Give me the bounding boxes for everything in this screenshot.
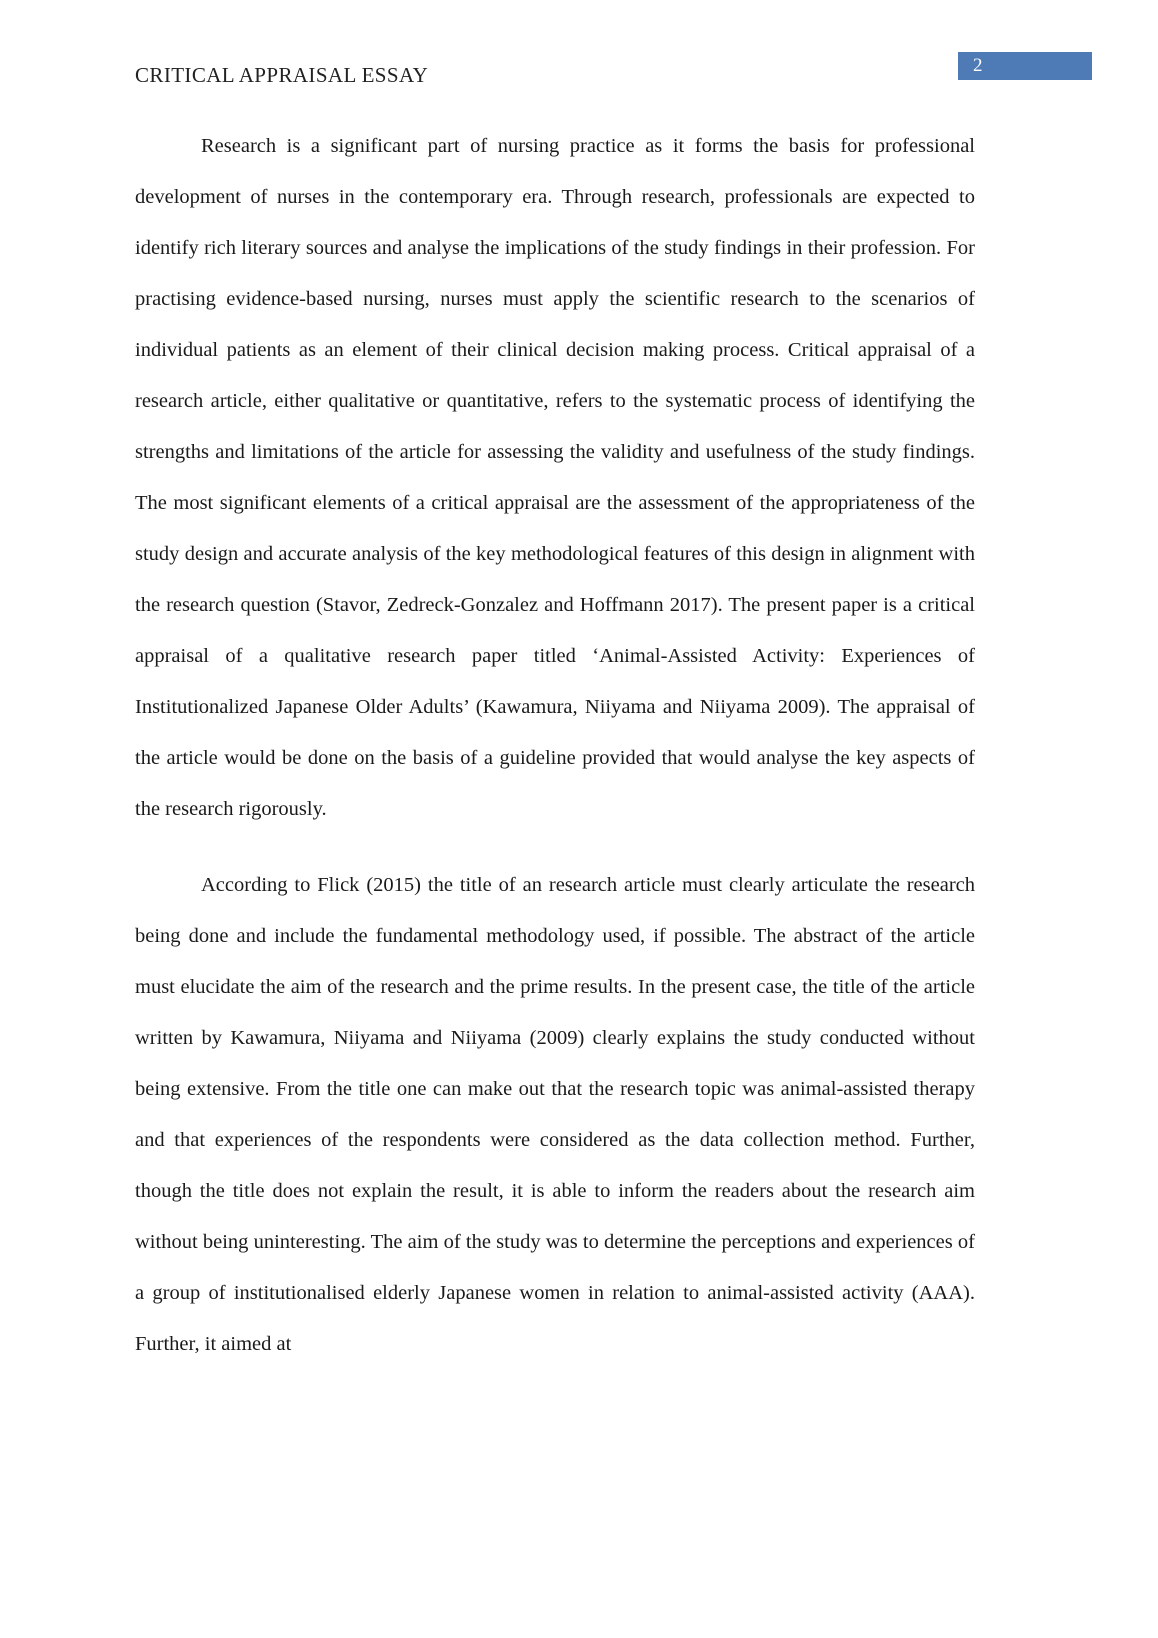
paragraph-1: Research is a significant part of nursing practice as it forms the basis for professional development of nurses in the contemporary era. Through research, professionals are expected to identify rich literary sources and analyse the implications of the study findings in their profession. For practising evidence-based nursing, nurses must apply the scientific research to the scenarios of individual patients as an element of their clinical decision making process. Critical appraisal of a research article, either qualitative or quantitative, refers to the systematic process of identifying the strengths and limitations of the article for assessing the validity and usefulness of the study findings. The most significant elements of a critical appraisal are the assessment of the appropriateness of the study design and accurate analysis of the key methodological features of this design in alignment with the research question (Stavor, Zedreck-Gonzalez and Hoffmann 2017). The present paper is a critical appraisal of a qualitative research paper titled ‘Animal-Assisted Activity: Experiences of Institutionalized Japanese Older Adults’ (Kawamura, Niiyama and Niiyama 2009). The appraisal of the article would be done on the basis of a guideline provided that would analyse the key aspects of the research rigorously.: [135, 135, 975, 820]
running-head: CRITICAL APPRAISAL ESSAY: [135, 63, 429, 87]
page-number: 2: [973, 55, 983, 76]
essay-body: [135, 121, 975, 1395]
page-number-box: [958, 52, 1092, 80]
paragraph-2: According to Flick (2015) the title of an research article must clearly articulate the research being done and include the fundamental methodology used, if possible. The abstract of the article must elucidate the aim of the research and the prime results. In the present case, the title of the article written by Kawamura, Niiyama and Niiyama (2009) clearly explains the study conducted without being extensive. From the title one can make out that the research topic was animal-assisted therapy and that experiences of the respondents were considered as the data collection method. Further, though the title does not explain the result, it is able to inform the readers about the research aim without being uninteresting. The aim of the study was to determine the perceptions and experiences of a group of institutionalised elderly Japanese women in relation to animal-assisted activity (AAA). Further, it aimed at: [135, 874, 975, 1355]
page-header: [135, 52, 1092, 88]
